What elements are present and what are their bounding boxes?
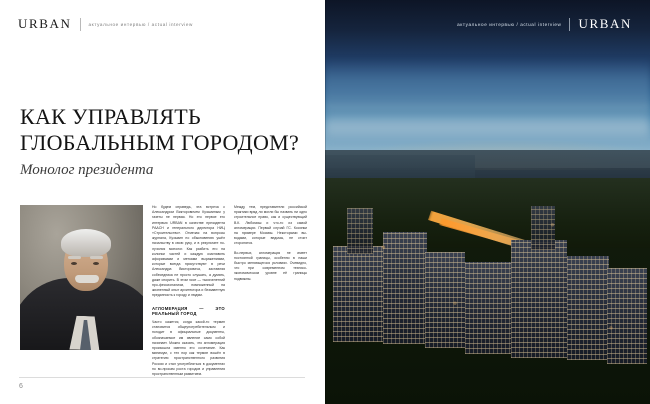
masthead-divider-right <box>569 18 570 31</box>
body-paragraph-3: Во-первых, агломерация не имеет постоянной границы, особенно в наши быстро меняющегося условиях. Очевидно, что при современном технико-экономическом уровне её границы подвижны. <box>234 250 307 281</box>
article-headline <box>20 104 310 179</box>
portrait-eyebrow-left <box>68 256 81 259</box>
magazine-logo-right: URBAN <box>578 16 632 31</box>
article-columns <box>152 205 307 381</box>
portrait-eye-left <box>71 262 77 265</box>
body-paragraph-2: Между тем, представители российской практики вряд ли могли бы назвать ни одно строительное право, как и существующий В.К. Любомиш и что-то из самой агломерации. Первый случай ГС. Косинки на примере Москвы. Некоторыми вы-водами, которые ведьмы, не стоит сторонятся. <box>234 205 307 246</box>
column-left <box>152 205 225 381</box>
headline-line-2: ГЛОБАЛЬНЫМ ГОРОДОМ? <box>20 130 300 155</box>
column-right <box>234 205 307 381</box>
section-kicker-right: актуальное интервью / actual interview <box>457 21 562 27</box>
section-kicker: актуальное интервью / actual interview <box>88 21 193 27</box>
body-paragraph-1: Часто кажется, когда какой-то термин становится общеупотребительным и погодит в официальные документы, обозначаемое им явление само собой начинает. Можно сказать, что агломерация произошла именно это сочетание. Как минимум, с тех пор как термин вошёл в стратегию пространственного развития России и стал употребляться в документах по во-просам роста городов и управления пространственным развитием. <box>152 320 225 377</box>
portrait-eyebrow-right <box>90 256 103 259</box>
street-lights <box>325 180 650 404</box>
right-page-photo <box>325 0 650 404</box>
portrait-moustache <box>75 275 99 283</box>
spread-gutter <box>325 0 326 404</box>
article-subhead: АГЛОМЕРАЦИЯ — ЭТО РЕАЛЬНЫЙ ГОРОД <box>152 305 225 316</box>
headline-line-1: КАК УПРАВЛЯТЬ <box>20 104 201 129</box>
portrait-hair <box>61 229 111 257</box>
masthead-divider <box>80 18 81 31</box>
left-masthead <box>18 16 193 32</box>
footer-rule <box>19 377 305 378</box>
cloud-band-lower <box>325 104 650 142</box>
cloud-band-upper <box>325 58 650 110</box>
article-lead: Но будем справедь, эта встреча с Александром Викторовичем Кузьминым у газеты не первая. Но это первое его интервью URBAN в качестве президента РААСН и генерального директора НИЦ «Строительство». Отмечая на вопросы журнала, Кузьмин по обыкновению ушёл начальству в свою руку, и в результате по-лучился монолог. Как разбить его на колонки частей и каждую озаглавить афоризмами и метками выражениями, которые всегда присутствуют в речи Александра Викторовича, заставляя собеседника не просто слушать, а думать, даже спорить. В этом эссе — тысячелетний про-фессионализм, помноженный на жизненный опыт архитектора и беззаветную преданность к городу и людям. <box>152 205 225 298</box>
page-number: 6 <box>19 383 23 390</box>
article-subtitle: Монолог президента <box>20 162 154 178</box>
magazine-logo: URBAN <box>18 16 72 31</box>
right-masthead <box>457 16 632 32</box>
portrait-eye-right <box>93 262 99 265</box>
portrait-photo <box>20 205 143 350</box>
